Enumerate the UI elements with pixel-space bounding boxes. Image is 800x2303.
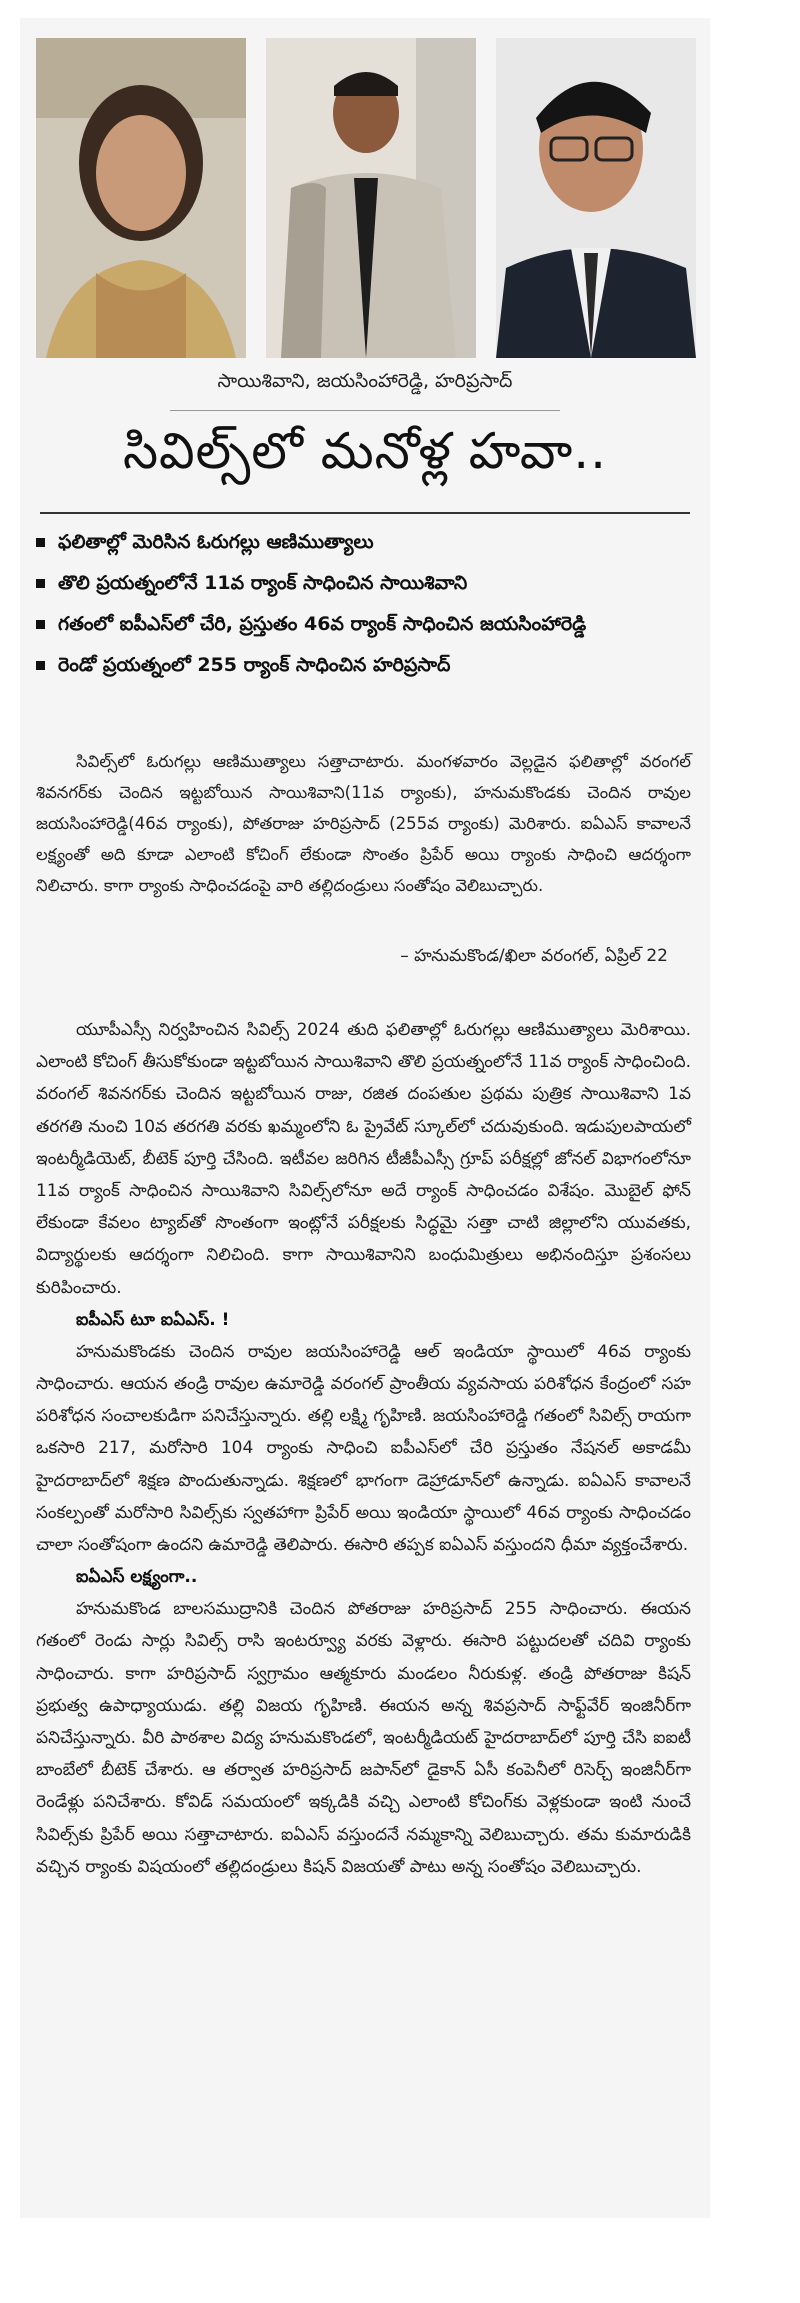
highlights-list bbox=[36, 526, 696, 690]
highlight-item: ఫలితాల్లో మెరిసిన ఓరుగల్లు ఆణిముత్యాలు bbox=[36, 526, 696, 559]
article-paragraph: హనుమకొండ బాలసముద్రానికి చెందిన పోతరాజు హరిప్రసాద్ 255 సాధించారు. ఈయన గతంలో రెండు సార్లు సివిల్స్ రాసి ఇంటర్వ్యూ వరకు వెళ్లారు. ఈసారి పట్టుదలతో చదివి ర్యాంకు సాధించారు. కాగా హరిప్రసాద్ స్వగ్రామం ఆత్మకూరు మండలం నీరుకుళ్ల. తండ్రి పోతరాజు కిషన్ ప్రభుత్వ ఉపాధ్యాయుడు. తల్లి విజయ గృహిణి. ఈయన అన్న శివప్రసాద్ సాఫ్ట్‌వేర్ ఇంజినీర్‌గా పనిచేస్తున్నారు. వీరి పాఠశాల విద్య హనుమకొండలో, ఇంటర్మీడియట్ హైదరాబాద్‌లో పూర్తి చేసి ఐఐటీ బాంబేలో బీటెక్ చేశారు. ఆ తర్వాత హరిప్రసాద్ జపాన్‌లో డైకాన్ ఏసీ కంపెనీలో రిసెర్చ్ ఇంజినీర్‌గా రెండేళ్లు పనిచేశారు. కోవిడ్ సమయంలో ఇక్కడికి వచ్చి ఎలాంటి కోచింగ్‌కు వెళ్లకుండా ఇంటి నుంచే సివిల్స్‌కు ప్రిపేర్ అయి సత్తాచాటారు. ఐఏఎస్ వస్తుందనే నమ్మకాన్ని వెలిబుచ్చారు. తమ కుమారుడికి వచ్చిన ర్యాంకు విషయంలో తల్లిదండ్రులు కిషన్ విజయతో పాటు అన్న సంతోషం వెలిబుచ్చారు. bbox=[36, 1599, 691, 1877]
highlight-item: రెండో ప్రయత్నంలో 255 ర్యాంక్ సాధించిన హరిప్రసాద్ bbox=[36, 649, 696, 682]
dateline: – హనుమకొండ/ఖిలా వరంగల్, ఏప్రిల్ 22 bbox=[400, 946, 668, 966]
photo-hariprasad bbox=[496, 38, 696, 358]
caption-divider bbox=[170, 410, 560, 411]
bullet-square-icon bbox=[36, 661, 45, 670]
article-paragraph: యూపీఎస్సీ నిర్వహించిన సివిల్స్ 2024 తుది ఫలితాల్లో ఓరుగల్లు ఆణిముత్యాలు మెరిశాయి. ఎలాంటి కోచింగ్ తీసుకోకుండా ఇట్టబోయిన సాయిశివాని తొలి ప్రయత్నంలోనే 11వ ర్యాంక్ సాధించింది. వరంగల్ శివనగర్‌కు చెందిన ఇట్టబోయిన రాజు, రజిత దంపతుల ప్రథమ పుత్రిక సాయిశివాని 1వ తరగతి నుంచి 10వ తరగతి వరకు ఖమ్మంలోని ఓ ప్రైవేట్ స్కూల్‌లో చదువుకుంది. ఇడుపులపాయలో ఇంటర్మీడియెట్, బీటెక్ పూర్తి చేసింది. ఇటీవల జరిగిన టీజీపీఎస్సీ గ్రూప్ పరీక్షల్లో జోనల్ విభాగంలోనూ 11వ ర్యాంక్ సాధించిన సాయిశివాని సివిల్స్‌లోనూ అదే ర్యాంక్ సాధించడం విశేషం. మొబైల్ ఫోన్ లేకుండా కేవలం ట్యాబ్‌తో సొంతంగా ఇంట్లోనే పరీక్షలకు సిద్ధమై సత్తా చాటి జిల్లాలోని యువతకు, విద్యార్థులకు ఆదర్శంగా నిలిచింది. కాగా సాయిశివానిని బంధుమిత్రులు అభినందిస్తూ ప్రశంసలు కురిపించారు. bbox=[36, 1020, 691, 1298]
highlight-item: తొలి ప్రయత్నంలోనే 11వ ర్యాంక్ సాధించిన సాయిశివాని bbox=[36, 567, 696, 600]
summary-paragraph: సివిల్స్‌లో ఓరుగల్లు ఆణిముత్యాలు సత్తాచాటారు. మంగళవారం వెల్లడైన ఫలితాల్లో వరంగల్ శివనగర్‌కు చెందిన ఇట్టబోయిన సాయిశివాని(11వ ర్యాంకు), హనుమకొండకు చెందిన రావుల జయసింహారెడ్డి(46వ ర్యాంకు), పోతరాజు హరిప్రసాద్ (255వ ర్యాంకు) మెరిశారు. ఐఏఎస్ కావాలనే లక్ష్యంతో అది కూడా ఎలాంటి కోచింగ్ లేకుండా సొంతం ప్రిపేర్ అయి ర్యాంకు సాధించి ఆదర్శంగా నిలిచారు. కాగా ర్యాంకు సాధించడంపై వారి తల్లిదండ్రులు సంతోషం వెలిబుచ్చారు. bbox=[36, 752, 691, 895]
headline-divider bbox=[40, 512, 690, 514]
section-subheading: ఐపీఎస్ టూ ఐఏఎస్. ! bbox=[76, 1309, 230, 1330]
bullet-square-icon bbox=[36, 579, 45, 588]
highlight-item: గతంలో ఐపీఎస్‌లో చేరి, ప్రస్తుతం 46వ ర్యాంక్ సాధించిన జయసింహారెడ్డి bbox=[36, 608, 696, 641]
photo-row bbox=[36, 38, 696, 378]
article-paragraph: హనుమకొండకు చెందిన రావుల జయసింహారెడ్డి ఆల్ ఇండియా స్థాయిలో 46వ ర్యాంకు సాధించారు. ఆయన తండ్రి రావుల ఉమారెడ్డి వరంగల్ ప్రాంతీయ వ్యవసాయ పరిశోధన కేంద్రంలో సహ పరిశోధన సంచాలకుడిగా పనిచేస్తున్నారు. తల్లి లక్ష్మి గృహిణి. జయసింహారెడ్డి గతంలో సివిల్స్ రాయగా ఒకసారి 217, మరోసారి 104 ర్యాంకు సాధించి ఐపీఎస్‌లో చేరి ప్రస్తుతం నేషనల్ అకాడమీ హైదరాబాద్‌లో శిక్షణ పొందుతున్నాడు. శిక్షణలో భాగంగా డెహ్రాడూన్‌లో ఉన్నాడు. ఐఏఎస్ కావాలనే సంకల్పంతో మరోసారి సివిల్స్‌కు స్వతహాగా ప్రిపేర్ అయి ఇండియా స్థాయిలో 46వ ర్యాంకు సాధించడం చాలా సంతోషంగా ఉందని ఉమారెడ్డి తెలిపారు. ఈసారి తప్పక ఐఏఎస్ వస్తుందని ధీమా వ్యక్తంచేశారు. bbox=[36, 1341, 691, 1556]
section-subheading: ఐఏఎస్ లక్ష్యంగా.. bbox=[76, 1567, 198, 1588]
photo-jayasimhareddy bbox=[266, 38, 476, 358]
photo-saisivani bbox=[36, 38, 246, 358]
bullet-square-icon bbox=[36, 620, 45, 629]
article-body bbox=[36, 1014, 691, 1883]
news-clipping bbox=[20, 18, 710, 2218]
bullet-square-icon bbox=[36, 538, 45, 547]
headline: సివిల్స్‌లో మనోళ్ల హవా.. bbox=[122, 422, 608, 480]
photo-caption: సాయిశివాని, జయసింహారెడ్డి, హరిప్రసాద్ bbox=[217, 370, 513, 392]
